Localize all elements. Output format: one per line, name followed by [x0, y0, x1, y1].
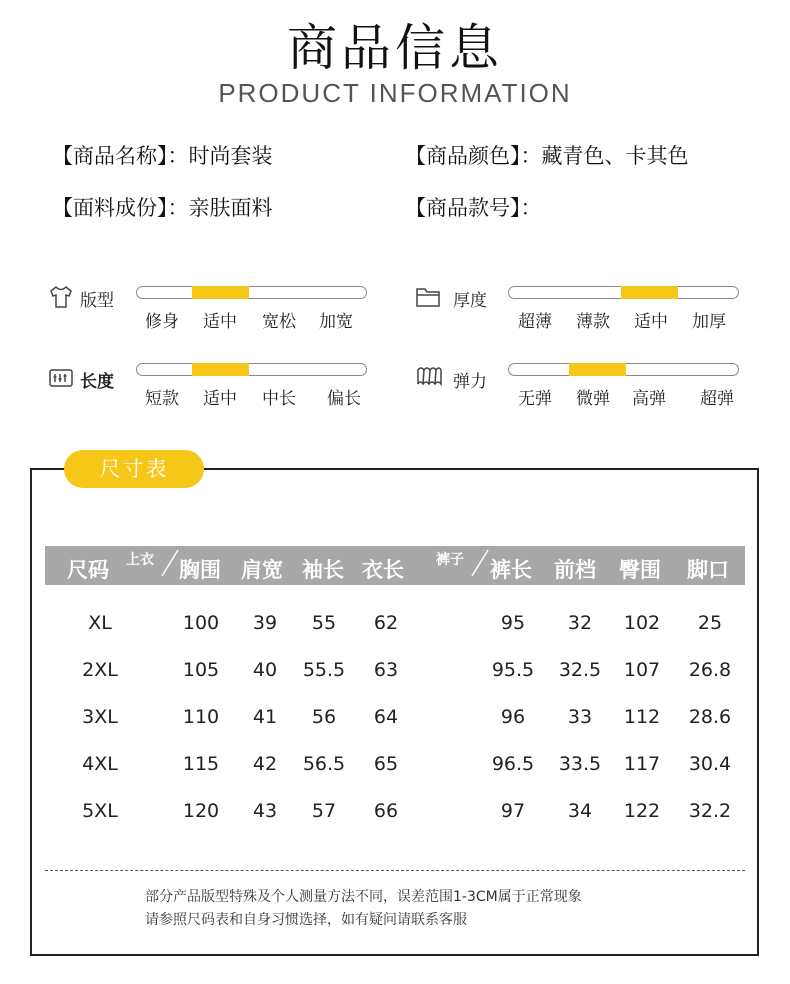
- elasticity-option: 微弹: [576, 389, 610, 409]
- table-cell: 122: [623, 800, 661, 822]
- length-option: 适中: [203, 389, 237, 409]
- fit-option: 宽松: [262, 312, 296, 332]
- thickness-slider: [508, 286, 739, 299]
- table-cell: 33: [567, 706, 593, 728]
- thickness-option: 超薄: [518, 312, 552, 332]
- table-cell: 95.5: [491, 659, 535, 681]
- divider: [45, 870, 745, 871]
- column-header: 袖长: [302, 558, 344, 582]
- length-slider-fill: [192, 363, 249, 376]
- table-cell: 32: [567, 612, 593, 634]
- page-title: 商品信息: [287, 19, 503, 77]
- length-option: 中长: [262, 389, 296, 409]
- thickness-option: 适中: [634, 312, 668, 332]
- length-option: 短款: [145, 389, 179, 409]
- length-slider: [136, 363, 367, 376]
- table-cell: 56: [311, 706, 337, 728]
- size-cell: XL: [88, 612, 112, 634]
- elasticity-label: 弹力: [453, 372, 487, 392]
- table-cell: 40: [252, 659, 278, 681]
- table-cell: 120: [182, 800, 220, 822]
- fabric-icon: [415, 364, 443, 388]
- column-header: 脚口: [687, 558, 729, 582]
- table-cell: 33.5: [558, 753, 602, 775]
- thickness-slider-fill: [621, 286, 678, 299]
- product-name-value: 时尚套装: [188, 144, 273, 168]
- elasticity-option: 无弹: [518, 389, 552, 409]
- table-cell: 62: [373, 612, 399, 634]
- table-cell: 97: [500, 800, 526, 822]
- table-cell: 26.8: [688, 659, 732, 681]
- folder-icon: [415, 285, 441, 309]
- elasticity-option: 高弹: [632, 389, 666, 409]
- table-cell: 41: [252, 706, 278, 728]
- table-cell: 32.2: [688, 800, 732, 822]
- fit-slider: [136, 286, 367, 299]
- column-header: 衣长: [362, 558, 404, 582]
- size-cell: 3XL: [82, 706, 118, 728]
- thickness-option: 薄款: [576, 312, 610, 332]
- fit-option: 加宽: [319, 312, 353, 332]
- size-cell: 5XL: [82, 800, 118, 822]
- fit-option: 修身: [145, 312, 179, 332]
- length-option: 偏长: [327, 389, 361, 409]
- table-cell: 117: [623, 753, 661, 775]
- fit-slider-fill: [192, 286, 249, 299]
- note-line: 请参照尺码表和自身习惯选择，如有疑问请联系客服: [145, 912, 467, 928]
- product-color-row: [405, 140, 689, 170]
- table-cell: 102: [623, 612, 661, 634]
- product-model-label: 【商品款号】：: [405, 196, 542, 220]
- table-cell: 66: [373, 800, 399, 822]
- product-model-row: [405, 192, 542, 222]
- thickness-label: 厚度: [453, 291, 487, 311]
- note-line: 部分产品版型特殊及个人测量方法不同，误差范围1-3CM属于正常现象: [145, 889, 582, 905]
- size-cell: 2XL: [82, 659, 118, 681]
- thickness-option: 加厚: [692, 312, 726, 332]
- table-cell: 43: [252, 800, 278, 822]
- column-header: 前档: [554, 558, 596, 582]
- table-cell: 32.5: [558, 659, 602, 681]
- elasticity-slider: [508, 363, 739, 376]
- page-subtitle: PRODUCT INFORMATION: [218, 78, 572, 108]
- table-cell: 110: [182, 706, 220, 728]
- fit-option: 适中: [203, 312, 237, 332]
- fit-label: 版型: [80, 291, 114, 311]
- table-cell: 55: [311, 612, 337, 634]
- table-cell: 107: [623, 659, 661, 681]
- product-fabric-row: [52, 192, 273, 222]
- table-cell: 64: [373, 706, 399, 728]
- table-cell: 56.5: [302, 753, 346, 775]
- table-cell: 25: [697, 612, 723, 634]
- product-color-value: 藏青色、卡其色: [541, 144, 689, 168]
- product-color-label: 【商品颜色】：: [405, 144, 542, 168]
- table-cell: 96: [500, 706, 526, 728]
- product-fabric-label: 【面料成份】：: [52, 196, 189, 220]
- table-cell: 28.6: [688, 706, 732, 728]
- ruler-icon: [48, 367, 74, 389]
- table-cell: 115: [182, 753, 220, 775]
- table-cell: 95: [500, 612, 526, 634]
- table-cell: 42: [252, 753, 278, 775]
- column-header: 胸围: [179, 558, 221, 582]
- size-cell: 4XL: [82, 753, 118, 775]
- table-cell: 112: [623, 706, 661, 728]
- product-name-row: [52, 140, 273, 170]
- size-table-tag: 尺寸表: [64, 450, 204, 488]
- table-cell: 57: [311, 800, 337, 822]
- table-cell: 30.4: [688, 753, 732, 775]
- table-cell: 34: [567, 800, 593, 822]
- product-fabric-value: 亲肤面料: [188, 196, 273, 220]
- elasticity-option: 超弹: [700, 389, 734, 409]
- table-cell: 96.5: [491, 753, 535, 775]
- product-name-label: 【商品名称】：: [52, 144, 189, 168]
- table-cell: 55.5: [302, 659, 346, 681]
- table-cell: 105: [182, 659, 220, 681]
- elasticity-slider-fill: [569, 363, 626, 376]
- bottom-group-label: 裤子: [436, 552, 464, 568]
- top-group-label: 上衣: [126, 552, 154, 568]
- column-header: 裤长: [490, 558, 532, 582]
- table-cell: 100: [182, 612, 220, 634]
- table-cell: 65: [373, 753, 399, 775]
- table-cell: 63: [373, 659, 399, 681]
- table-cell: 39: [252, 612, 278, 634]
- size-header: 尺码: [67, 558, 109, 582]
- column-header: 臀围: [619, 558, 661, 582]
- length-label: 长度: [80, 372, 114, 392]
- tshirt-icon: [48, 284, 74, 310]
- column-header: 肩宽: [241, 558, 283, 582]
